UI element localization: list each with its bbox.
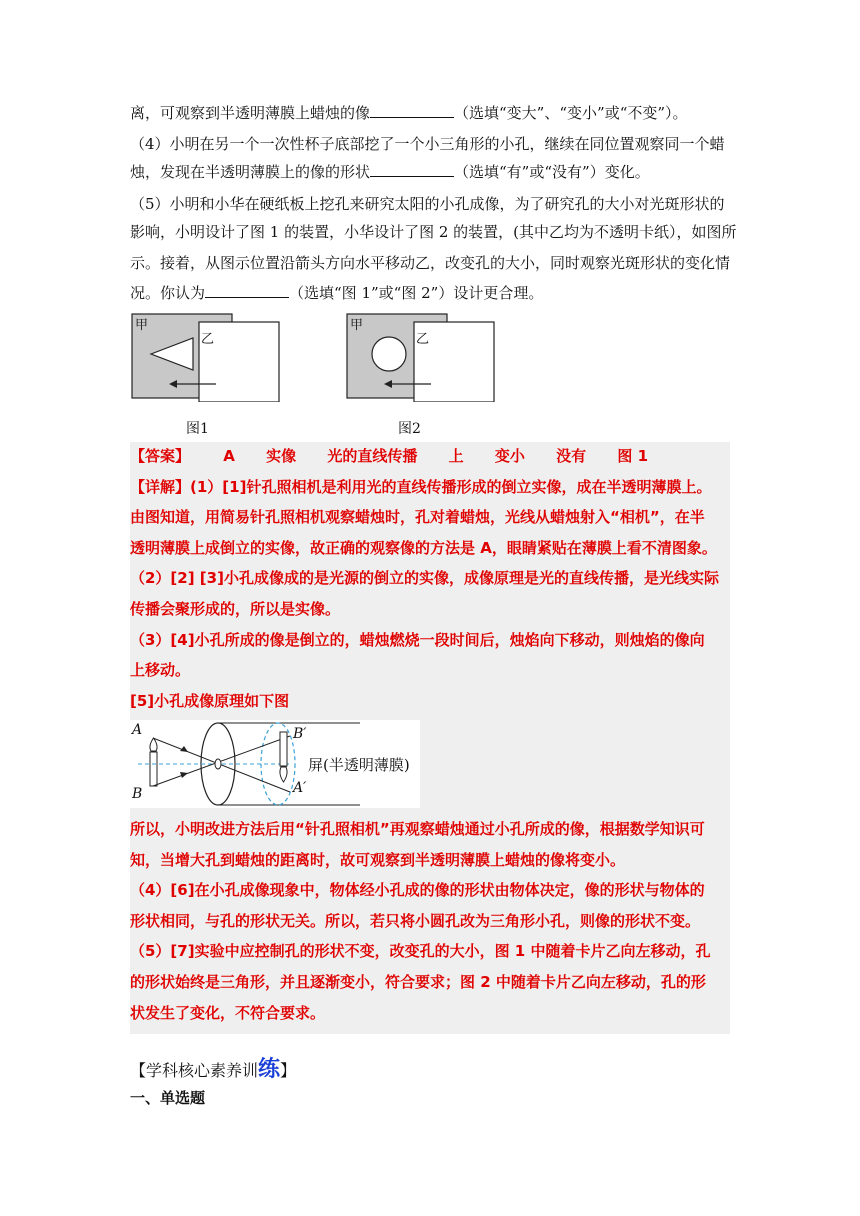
answer-item: 图 1 — [617, 447, 649, 465]
candle-body — [150, 752, 157, 786]
detail-line: 【详解】(1）[1]针孔照相机是利用光的直线传播形成的倒立实像，成在半透明薄膜上。 — [130, 478, 712, 496]
section-title: 【学科核心素养训练】 — [130, 1056, 297, 1082]
question-line-1: 离，可观察到半透明薄膜上蜡烛的像 （选填“变大”、“变小”或“不变”）。 — [130, 104, 688, 122]
detail-line: 知，当增大孔到蜡烛的距离时，故可观察到半透明薄膜上蜡烛的像将变小。 — [130, 851, 626, 869]
detail-line: 传播会聚形成的，所以是实像。 — [130, 600, 341, 618]
label-yi: 乙 — [201, 332, 215, 347]
figure-1 — [131, 312, 281, 402]
label-jia: 甲 — [350, 318, 364, 333]
pinhole — [215, 759, 221, 769]
label-yi: 乙 — [416, 332, 430, 347]
ray-arrow-icon — [180, 772, 188, 778]
detail-line: （4）[6]在小孔成像现象中，物体经小孔成的像的形状由物体决定，像的形状与物体的 — [130, 881, 705, 899]
figure-2-caption: 图2 — [398, 421, 421, 437]
answer-blank-4[interactable] — [370, 162, 454, 177]
section-subtitle: 一、单选题 — [130, 1089, 206, 1107]
screen-label: 屏(半透明薄膜) — [308, 756, 410, 774]
point-a-prime-label: A′ — [293, 780, 307, 796]
answer-label: 【答案】 — [130, 447, 191, 465]
answer-blank-5[interactable] — [205, 283, 289, 298]
detail-line: 状发生了变化，不符合要求。 — [130, 1004, 326, 1022]
point-a-label: A — [132, 722, 143, 738]
figure-1-drawing — [131, 312, 281, 402]
detail-line: （2）[2] [3]小孔成像成的是光源的倒立的实像，成像原理是光的直线传播，是光线实际 — [130, 569, 719, 587]
point-b-prime-label: B′ — [293, 726, 307, 742]
answer-item: 变小 — [494, 447, 525, 465]
section-title-highlight: 练 — [258, 1056, 281, 1082]
detail-line: 由图知道，用简易针孔照相机观察蜡烛时，孔对着蜡烛，光线从蜡烛射入“相机”，在半 — [130, 508, 705, 526]
detail-line: （5）[7]实验中应控制孔的形状不变，改变孔的大小，图 1 中随着卡片乙向左移动，孔 — [130, 942, 711, 960]
detail-line: 上移动。 — [130, 661, 191, 679]
image-candle-body — [280, 732, 287, 766]
question-5-line-1: （5）小明和小华在硬纸板上挖孔来研究太阳的小孔成像，为了研究孔的大小对光斑形状的 — [130, 195, 725, 213]
question-5-line-3: 示。接着，从图示位置沿箭头方向水平移动乙，改变孔的大小，同时观察光斑形状的变化情 — [130, 254, 731, 272]
question-5-line-4: 况。你认为 （选填“图 1”或“图 2”）设计更合理。 — [130, 284, 544, 302]
detail-line: 形状相同，与孔的形状无关。所以，若只将小圆孔改为三角形小孔，则像的形状不变。 — [130, 912, 701, 930]
answer-item: 没有 — [556, 447, 587, 465]
figure-2-drawing — [346, 312, 496, 402]
figure-2 — [346, 312, 496, 402]
pinhole-diagram — [130, 720, 420, 808]
question-4-line-2: 烛，发现在半透明薄膜上的像的形状 （选填“有”或“没有”）变化。 — [130, 163, 650, 181]
question-4-line-1: （4）小明在另一个一次性杯子底部挖了一个小三角形的小孔，继续在同位置观察同一个蜡 — [130, 135, 725, 153]
answer-line — [130, 446, 674, 466]
answer-item: A — [223, 447, 235, 465]
answer-item: 光的直线传播 — [327, 447, 418, 465]
candle-flame-icon — [150, 738, 157, 751]
image-flame-icon — [280, 767, 287, 782]
answer-blank-3[interactable] — [370, 103, 454, 118]
circle-hole — [372, 337, 406, 371]
detail-line: [5]小孔成像原理如下图 — [130, 692, 290, 710]
detail-line: 透明薄膜上成倒立的实像，故正确的观察像的方法是 A，眼睛紧贴在薄膜上看不清图象。 — [130, 539, 717, 557]
answer-item: 上 — [448, 447, 464, 465]
label-jia: 甲 — [135, 318, 149, 333]
point-b-label: B — [132, 786, 143, 802]
detail-line: （3）[4]小孔所成的像是倒立的，蜡烛燃烧一段时间后，烛焰向下移动，则烛焰的像向 — [130, 631, 705, 649]
answer-item: 实像 — [266, 447, 297, 465]
detail-line: 所以，小明改进方法后用“针孔照相机”再观察蜡烛通过小孔所成的像，根据数学知识可 — [130, 820, 705, 838]
figure-1-caption: 图1 — [186, 421, 209, 437]
question-5-line-2: 影响，小明设计了图 1 的装置，小华设计了图 2 的装置，(其中乙均为不透明卡纸），如图所 — [130, 223, 737, 241]
detail-line: 的形状始终是三角形，并且逐渐变小，符合要求；图 2 中随着卡片乙向左移动，孔的形 — [130, 973, 706, 991]
